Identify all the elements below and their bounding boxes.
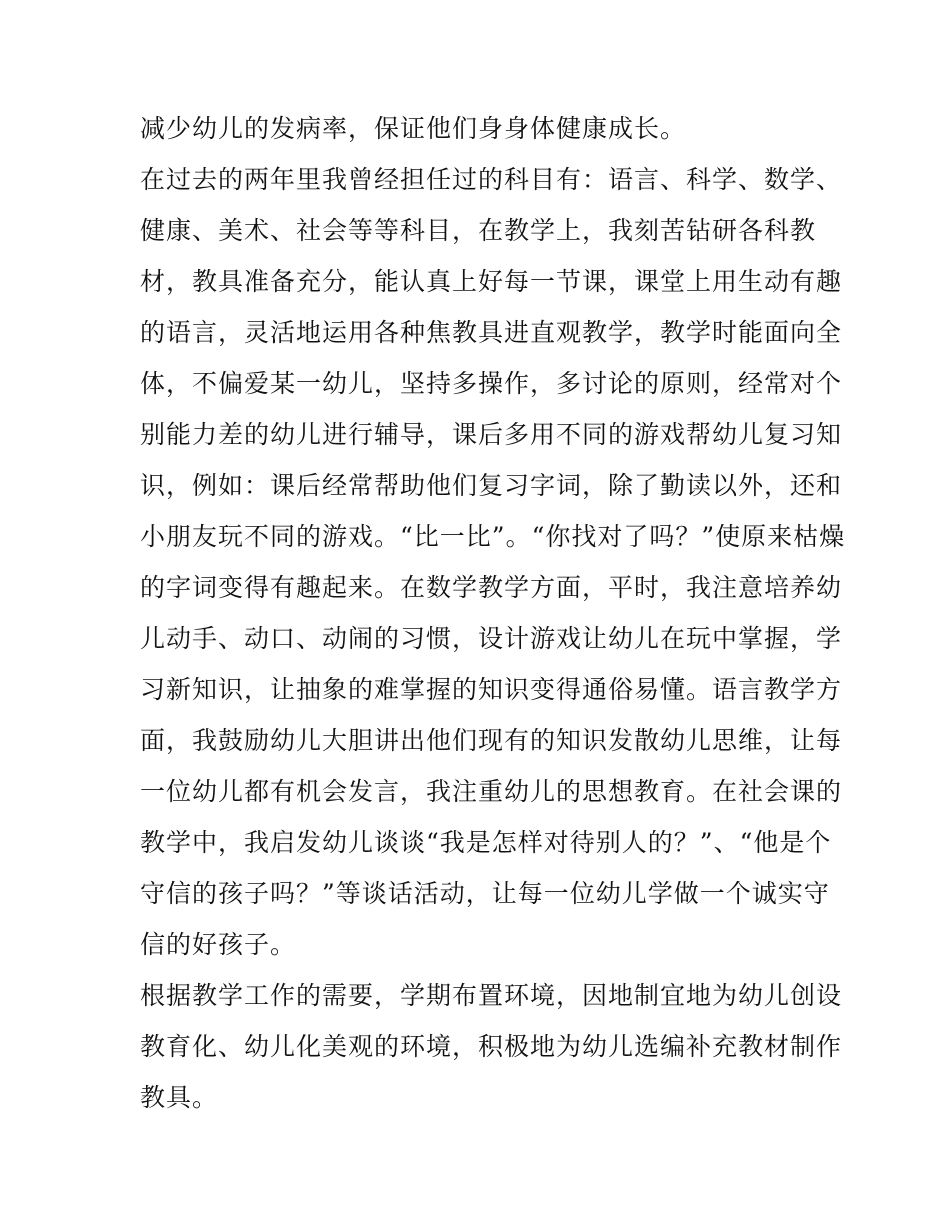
text-line: 教育化、幼儿化美观的环境，积极地为幼儿选编补充教材制作 bbox=[140, 1032, 843, 1061]
text-line: 的字词变得有趣起来。在数学教学方面，平时，我注意培养幼 bbox=[140, 573, 843, 602]
text-line: 别能力差的幼儿进行辅导，课后多用不同的游戏帮幼儿复习知 bbox=[140, 420, 843, 449]
text-line: 材，教具准备充分，能认真上好每一节课，课堂上用生动有趣 bbox=[140, 267, 843, 296]
text-line: 信的好孩子。 bbox=[140, 930, 297, 959]
text-line: 守信的孩子吗？”等谈话活动，让每一位幼儿学做一个诚实守 bbox=[140, 879, 830, 908]
text-line: 根据教学工作的需要，学期布置环境，因地制宜地为幼儿创设 bbox=[140, 981, 843, 1010]
text-line: 减少幼儿的发病率，保证他们身身体健康成长。 bbox=[140, 114, 687, 143]
text-line: 教学中，我启发幼儿谈谈“我是怎样对待别人的？”、“他是个 bbox=[140, 828, 832, 857]
text-line: 体，不偏爱某一幼儿，坚持多操作，多讨论的原则，经常对个 bbox=[140, 369, 843, 398]
text-line: 的语言，灵活地运用各种焦教具进直观教学，教学时能面向全 bbox=[140, 318, 843, 347]
text-line: 在过去的两年里我曾经担任过的科目有：语言、科学、数学、 bbox=[140, 165, 843, 194]
text-line: 习新知识，让抽象的难掌握的知识变得通俗易懂。语言教学方 bbox=[140, 675, 843, 704]
text-line: 面，我鼓励幼儿大胆讲出他们现有的知识发散幼儿思维，让每 bbox=[140, 726, 843, 755]
text-line: 教具。 bbox=[140, 1083, 219, 1112]
text-line: 儿动手、动口、动闹的习惯，设计游戏让幼儿在玩中掌握，学 bbox=[140, 624, 843, 653]
text-line: 健康、美术、社会等等科目，在教学上，我刻苦钻研各科教 bbox=[140, 216, 817, 245]
text-line: 识，例如：课后经常帮助他们复习字词，除了勤读以外，还和 bbox=[140, 471, 843, 500]
text-line: 一位幼儿都有机会发言，我注重幼儿的思想教育。在社会课的 bbox=[140, 777, 843, 806]
text-line: 小朋友玩不同的游戏。“比一比”。“你找对了吗？”使原来枯燥 bbox=[140, 522, 846, 551]
